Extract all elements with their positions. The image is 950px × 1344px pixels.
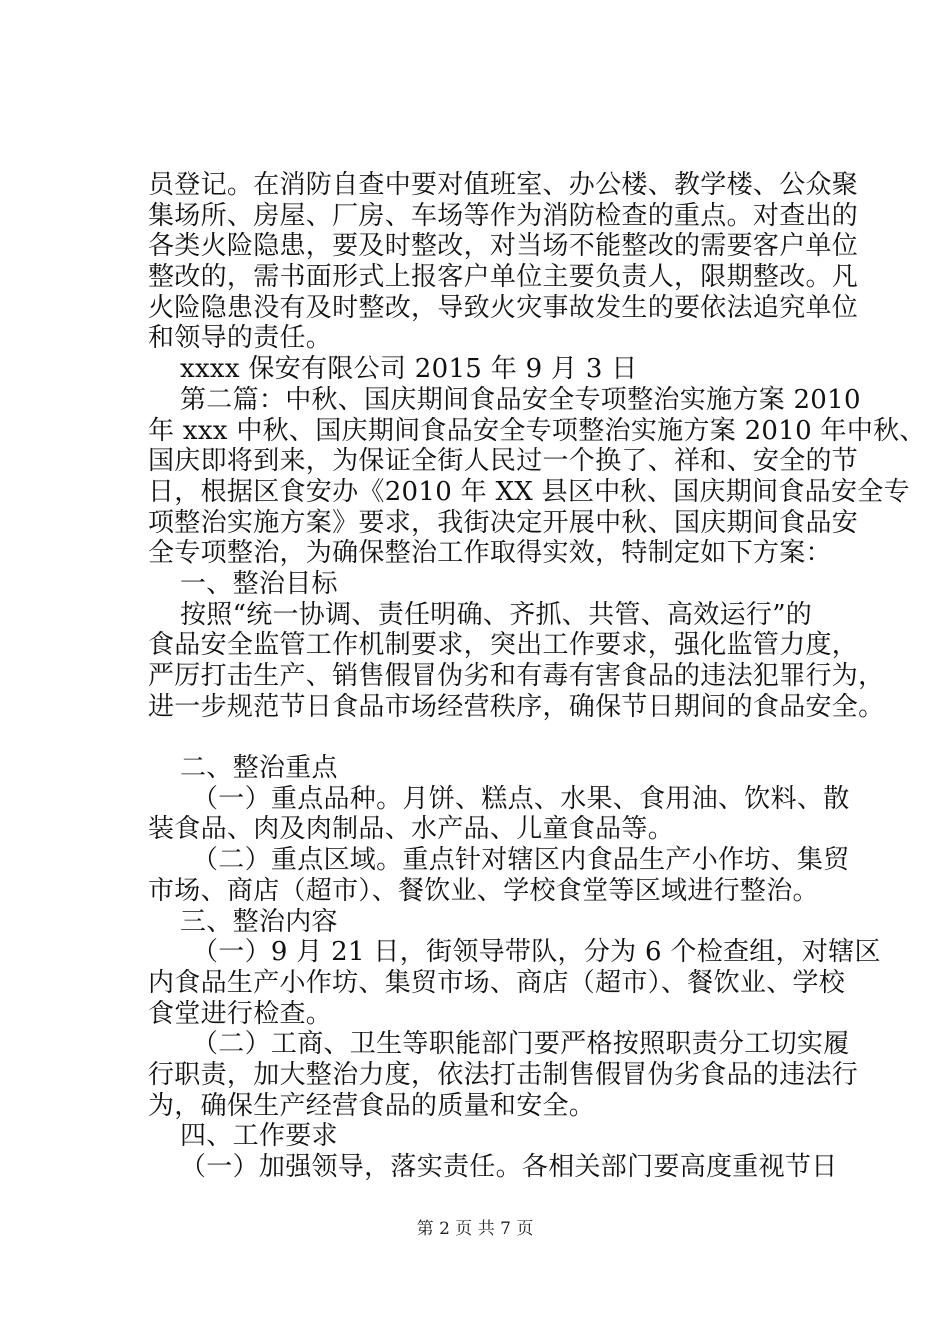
text-line: 全专项整治，为确保整治工作取得实效，特制定如下方案： <box>148 538 832 569</box>
text-line: 按照“统一协调、责任明确、齐抓、共管、高效运行”的 <box>180 599 813 630</box>
text-line: 各类火险隐患，要及时整改，对当场不能整改的需要客户单位 <box>148 231 859 262</box>
text-line: （二）重点区域。重点针对辖区内食品生产小作坊、集贸 <box>192 845 850 876</box>
text-line: 日，根据区食安办《2010 年 XX 县区中秋、国庆期间食品安全专 <box>148 476 910 507</box>
text-line: 进一步规范节日食品市场经营秩序，确保节日期间的食品安全。 <box>148 691 885 722</box>
text-line: 装食品、肉及肉制品、水产品、儿童食品等。 <box>148 814 675 845</box>
text-line: 整改的，需书面形式上报客户单位主要负责人，限期整改。凡 <box>148 262 859 293</box>
text-line: 项整治实施方案》要求，我街决定开展中秋、国庆期间食品安 <box>148 507 859 538</box>
text-line: 内食品生产小作坊、集贸市场、商店（超市）、餐饮业、学校 <box>148 967 846 998</box>
text-line: 食堂进行检查。 <box>148 998 333 1029</box>
text-line: 火险隐患没有及时整改，导致火灾事故发生的要依法追究单位 <box>148 292 859 323</box>
text-line: 年 xxx 中秋、国庆期间食品安全专项整治实施方案 2010 年中秋、 <box>148 415 926 446</box>
text-line <box>148 722 838 753</box>
text-line: 严厉打击生产、销售假冒伪劣和有毒有害食品的违法犯罪行为， <box>148 661 885 691</box>
text-line: 第二篇：中秋、国庆期间食品安全专项整治实施方案 2010 <box>180 384 861 415</box>
text-line: 食品安全监管工作机制要求，突出工作要求，强化监管力度， <box>148 630 859 661</box>
text-line: 为，确保生产经营食品的质量和安全。 <box>148 1090 596 1121</box>
text-line: xxxx 保安有限公司 2015 年 9 月 3 日 <box>180 354 638 385</box>
text-line: 集场所、房屋、厂房、车场等作为消防检查的重点。对查出的 <box>148 200 859 231</box>
text-line: 市场、商店（超市）、餐饮业、学校食堂等区域进行整治。 <box>148 875 819 906</box>
text-line: 三、整治内容 <box>180 906 338 937</box>
text-line: 行职责，加大整治力度，依法打击制售假冒伪劣食品的违法行 <box>148 1059 859 1090</box>
text-line: 二、整治重点 <box>180 753 338 784</box>
text-line: （一）9 月 21 日，街领导带队，分为 6 个检查组，对辖区 <box>192 937 881 968</box>
text-line: 四、工作要求 <box>180 1121 338 1152</box>
text-line: （一）重点品种。月饼、糕点、水果、食用油、饮料、散 <box>192 783 850 814</box>
document-body <box>148 170 926 1183</box>
text-line: （二）工商、卫生等职能部门要严格按照职责分工切实履 <box>192 1029 850 1060</box>
text-line: 一、整治目标 <box>180 568 338 599</box>
text-line: （一）加强领导，落实责任。各相关部门要高度重视节日 <box>180 1152 838 1182</box>
text-line: 员登记。在消防自查中要对值班室、办公楼、教学楼、公众聚 <box>148 170 859 200</box>
page-footer: 第 2 页 共 7 页 <box>416 1219 534 1239</box>
text-line: 和领导的责任。 <box>148 323 333 354</box>
text-line: 国庆即将到来，为保证全街人民过一个换了、祥和、安全的节 <box>148 446 859 477</box>
